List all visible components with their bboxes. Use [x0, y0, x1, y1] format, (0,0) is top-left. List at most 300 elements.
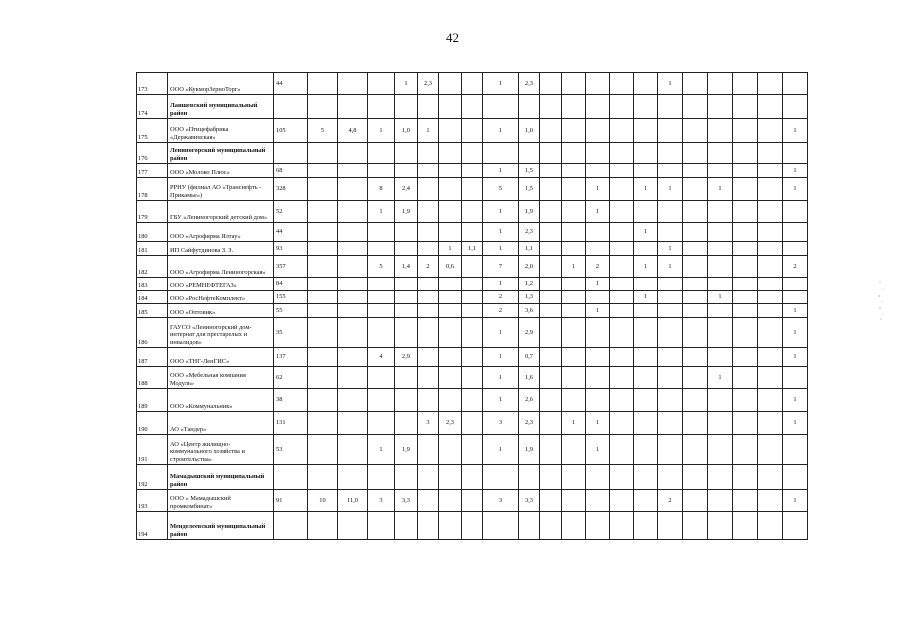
row-number: 191: [137, 435, 168, 465]
table-cell: [562, 201, 586, 223]
table-cell: 1,4: [395, 256, 418, 278]
table-cell: [418, 512, 439, 540]
table-cell: [708, 304, 733, 318]
table-cell: 1: [483, 318, 519, 348]
table-cell: [610, 223, 634, 242]
table-cell: [708, 435, 733, 465]
table-cell: [733, 304, 758, 318]
table-cell: [758, 201, 783, 223]
table-cell: [708, 164, 733, 178]
table-cell: [308, 201, 338, 223]
table-cell: [733, 178, 758, 201]
table-cell: [418, 95, 439, 119]
row-number: 192: [137, 465, 168, 490]
table-cell: [586, 291, 610, 304]
table-cell: [562, 512, 586, 540]
table-cell: [308, 435, 338, 465]
table-row: [137, 512, 808, 540]
table-cell: [439, 119, 462, 143]
table-cell: 1: [586, 412, 610, 435]
table-cell: [483, 95, 519, 119]
table-cell: 1: [483, 201, 519, 223]
table-cell: [658, 435, 683, 465]
table-cell: 1: [783, 318, 808, 348]
table-cell: [683, 95, 708, 119]
table-cell: 2: [483, 304, 519, 318]
table-cell: [462, 318, 483, 348]
table-cell: [658, 143, 683, 164]
table-cell: 1: [483, 367, 519, 389]
table-cell: [758, 435, 783, 465]
table-cell: [483, 512, 519, 540]
table-cell: [462, 304, 483, 318]
table-cell: [540, 95, 562, 119]
table-cell: [462, 512, 483, 540]
employee-count: 44: [274, 223, 308, 242]
employee-count: 137: [274, 348, 308, 367]
table-cell: [708, 348, 733, 367]
table-cell: 1: [368, 119, 395, 143]
organization-name: ГАУСО «Лениногорский дом-интернат для престарелых и инвалидов»: [168, 318, 274, 348]
table-cell: [783, 73, 808, 95]
table-cell: [783, 242, 808, 256]
employee-count: 357: [274, 256, 308, 278]
table-cell: 2,3: [439, 412, 462, 435]
table-cell: [540, 465, 562, 490]
table-cell: [658, 348, 683, 367]
table-cell: [783, 465, 808, 490]
table-row: [137, 73, 808, 95]
table-cell: [418, 201, 439, 223]
table-cell: [519, 95, 540, 119]
table-cell: [733, 278, 758, 291]
table-cell: 8: [368, 178, 395, 201]
table-cell: [708, 512, 733, 540]
table-cell: [610, 291, 634, 304]
table-cell: 1: [562, 412, 586, 435]
table-cell: [658, 512, 683, 540]
organization-name: ГБУ «Лениногорский детский дом»: [168, 201, 274, 223]
table-cell: [683, 223, 708, 242]
table-cell: [683, 119, 708, 143]
table-cell: [308, 304, 338, 318]
table-cell: [758, 178, 783, 201]
table-cell: [783, 143, 808, 164]
table-cell: [658, 223, 683, 242]
table-cell: [439, 223, 462, 242]
table-cell: 1: [658, 242, 683, 256]
table-cell: [395, 164, 418, 178]
table-cell: [562, 435, 586, 465]
table-cell: [733, 143, 758, 164]
table-cell: [439, 95, 462, 119]
table-cell: 1,9: [395, 201, 418, 223]
table-cell: 1,9: [395, 435, 418, 465]
table-cell: 1: [783, 348, 808, 367]
table-cell: [395, 223, 418, 242]
table-cell: [308, 178, 338, 201]
table-cell: [338, 178, 368, 201]
table-cell: 1: [783, 490, 808, 512]
table-cell: [634, 318, 658, 348]
employee-count: 131: [274, 412, 308, 435]
row-number: 181: [137, 242, 168, 256]
table-cell: [758, 143, 783, 164]
table-cell: [683, 490, 708, 512]
table-row: [137, 242, 808, 256]
organization-name: ООО «КукморЗерноТорг»: [168, 73, 274, 95]
table-cell: [610, 412, 634, 435]
table-cell: [708, 73, 733, 95]
table-cell: [439, 278, 462, 291]
table-cell: 1,9: [519, 435, 540, 465]
table-cell: [519, 465, 540, 490]
table-cell: [610, 389, 634, 412]
row-number: 184: [137, 291, 168, 304]
table-cell: [483, 465, 519, 490]
table-cell: [308, 291, 338, 304]
table-cell: 3,3: [519, 490, 540, 512]
table-cell: [562, 318, 586, 348]
table-cell: [418, 348, 439, 367]
table-cell: [439, 164, 462, 178]
table-cell: [308, 412, 338, 435]
district-heading: Лениногорский муниципальный район: [168, 143, 274, 164]
table-cell: [368, 412, 395, 435]
table-cell: [658, 291, 683, 304]
table-cell: [634, 304, 658, 318]
row-number: 194: [137, 512, 168, 540]
table-cell: [418, 178, 439, 201]
table-cell: [562, 223, 586, 242]
table-cell: [758, 412, 783, 435]
table-cell: [610, 278, 634, 291]
table-cell: [586, 512, 610, 540]
table-cell: 1,3: [519, 291, 540, 304]
table-cell: 2,9: [519, 318, 540, 348]
table-cell: [368, 164, 395, 178]
table-cell: [368, 291, 395, 304]
table-cell: [395, 318, 418, 348]
table-cell: [658, 201, 683, 223]
table-cell: [610, 367, 634, 389]
table-cell: [683, 201, 708, 223]
table-cell: [708, 412, 733, 435]
row-number: 189: [137, 389, 168, 412]
table-cell: [634, 490, 658, 512]
table-cell: 1,0: [395, 119, 418, 143]
table-cell: [540, 256, 562, 278]
table-cell: [540, 348, 562, 367]
table-cell: [439, 291, 462, 304]
table-cell: [586, 223, 610, 242]
table-cell: 4: [368, 348, 395, 367]
table-cell: [733, 412, 758, 435]
employee-count: 91: [274, 490, 308, 512]
table-cell: [634, 143, 658, 164]
district-heading: Мамадышский муниципальный район: [168, 465, 274, 490]
table-cell: [308, 318, 338, 348]
table-cell: [308, 242, 338, 256]
row-number: 178: [137, 178, 168, 201]
row-number: 175: [137, 119, 168, 143]
table-cell: [634, 201, 658, 223]
table-cell: 1: [483, 389, 519, 412]
table-cell: [439, 367, 462, 389]
table-cell: 1: [483, 119, 519, 143]
table-cell: [783, 95, 808, 119]
table-cell: [308, 389, 338, 412]
table-cell: 1: [483, 73, 519, 95]
table-cell: [462, 465, 483, 490]
table-cell: [634, 278, 658, 291]
table-cell: [439, 512, 462, 540]
table-cell: [758, 242, 783, 256]
table-cell: 3: [368, 490, 395, 512]
table-cell: [758, 95, 783, 119]
organization-name: ООО «Оптовик»: [168, 304, 274, 318]
table-cell: [462, 95, 483, 119]
table-cell: [540, 242, 562, 256]
table-cell: [462, 143, 483, 164]
district-heading: Менделеевский муниципальный район: [168, 512, 274, 540]
table-cell: 1: [586, 435, 610, 465]
table-row: [137, 278, 808, 291]
table-cell: [439, 143, 462, 164]
table-cell: 1: [483, 348, 519, 367]
table-cell: [758, 304, 783, 318]
table-cell: [783, 278, 808, 291]
table-cell: [708, 256, 733, 278]
table-cell: [418, 367, 439, 389]
table-cell: 1: [658, 178, 683, 201]
table-cell: [733, 348, 758, 367]
table-cell: [610, 256, 634, 278]
table-cell: [758, 119, 783, 143]
organization-name: ООО «Коммунальник»: [168, 389, 274, 412]
table-cell: [683, 242, 708, 256]
table-cell: [634, 73, 658, 95]
table-cell: [439, 304, 462, 318]
employee-count: 105: [274, 119, 308, 143]
table-cell: [540, 412, 562, 435]
table-row: [137, 435, 808, 465]
table-cell: [683, 367, 708, 389]
table-cell: 1: [439, 242, 462, 256]
table-cell: 2,9: [395, 348, 418, 367]
organization-name: ООО «Агрофирма Ялтау»: [168, 223, 274, 242]
table-cell: [758, 318, 783, 348]
employee-count: 93: [274, 242, 308, 256]
table-cell: [733, 164, 758, 178]
table-cell: [395, 143, 418, 164]
table-cell: 2,0: [519, 256, 540, 278]
table-cell: [758, 367, 783, 389]
organization-name: ООО «ТНГ-ЛенГИС»: [168, 348, 274, 367]
table-row: [137, 164, 808, 178]
data-table: [136, 72, 808, 540]
table-cell: 1: [708, 367, 733, 389]
table-cell: [758, 465, 783, 490]
table-cell: [308, 348, 338, 367]
table-cell: [338, 143, 368, 164]
table-cell: [733, 73, 758, 95]
table-cell: [683, 512, 708, 540]
table-row: [137, 178, 808, 201]
table-cell: [562, 119, 586, 143]
employee-count: 44: [274, 73, 308, 95]
table-cell: [338, 95, 368, 119]
row-number: 180: [137, 223, 168, 242]
table-cell: [562, 389, 586, 412]
table-cell: 2: [586, 256, 610, 278]
table-cell: [708, 389, 733, 412]
table-cell: [439, 318, 462, 348]
table-cell: [758, 291, 783, 304]
table-cell: [308, 256, 338, 278]
table-cell: [562, 304, 586, 318]
organization-name: ООО «Агрофирма Лениногорская»: [168, 256, 274, 278]
table-cell: 1: [783, 119, 808, 143]
table-cell: 1: [783, 178, 808, 201]
employee-count: 155: [274, 291, 308, 304]
table-cell: [308, 164, 338, 178]
organization-name: ООО «РЕМНЕФТЕГАЗ»: [168, 278, 274, 291]
table-cell: [418, 435, 439, 465]
table-cell: [658, 465, 683, 490]
table-cell: 0,6: [439, 256, 462, 278]
table-cell: 2,3: [519, 412, 540, 435]
district-heading: Лаишевский муниципальный район: [168, 95, 274, 119]
table-cell: [610, 512, 634, 540]
table-cell: [610, 435, 634, 465]
table-cell: 1: [783, 304, 808, 318]
table-cell: [708, 465, 733, 490]
table-cell: [418, 223, 439, 242]
table-cell: [562, 73, 586, 95]
employee-count: [274, 512, 308, 540]
table-cell: [562, 143, 586, 164]
row-number: 193: [137, 490, 168, 512]
table-cell: [708, 201, 733, 223]
table-cell: [462, 367, 483, 389]
table-cell: [708, 242, 733, 256]
table-row: [137, 412, 808, 435]
table-cell: [634, 348, 658, 367]
table-cell: [368, 73, 395, 95]
organization-name: ООО «Птицефабрика «Державинская»: [168, 119, 274, 143]
table-cell: 1: [634, 178, 658, 201]
table-row: [137, 304, 808, 318]
table-cell: 7: [483, 256, 519, 278]
table-row: [137, 223, 808, 242]
table-cell: [439, 465, 462, 490]
table-cell: [338, 512, 368, 540]
table-cell: [758, 223, 783, 242]
table-cell: 1: [483, 223, 519, 242]
table-cell: [439, 201, 462, 223]
table-cell: [586, 242, 610, 256]
table-row: [137, 201, 808, 223]
table-cell: [708, 143, 733, 164]
table-cell: [462, 73, 483, 95]
table-cell: [519, 512, 540, 540]
table-cell: [658, 164, 683, 178]
table-row: [137, 143, 808, 164]
table-cell: [562, 164, 586, 178]
table-cell: [462, 256, 483, 278]
table-cell: [610, 178, 634, 201]
employee-count: 38: [274, 389, 308, 412]
table-cell: [540, 201, 562, 223]
table-cell: [634, 164, 658, 178]
table-cell: 1: [586, 278, 610, 291]
table-cell: 2: [783, 256, 808, 278]
organization-name: ООО «РосНефтеКомплект»: [168, 291, 274, 304]
table-cell: [439, 435, 462, 465]
table-cell: [368, 242, 395, 256]
table-cell: [368, 143, 395, 164]
table-cell: [338, 223, 368, 242]
table-cell: 1: [483, 278, 519, 291]
table-cell: [338, 465, 368, 490]
table-cell: 5: [483, 178, 519, 201]
row-number: 185: [137, 304, 168, 318]
table-cell: [308, 223, 338, 242]
table-cell: 5: [308, 119, 338, 143]
table-cell: [308, 95, 338, 119]
table-cell: [586, 95, 610, 119]
table-cell: [758, 512, 783, 540]
table-cell: [783, 291, 808, 304]
table-cell: [418, 318, 439, 348]
table-cell: 1: [708, 178, 733, 201]
table-cell: [586, 348, 610, 367]
table-cell: [462, 412, 483, 435]
table-cell: [562, 95, 586, 119]
table-cell: [733, 367, 758, 389]
table-cell: 1,1: [519, 242, 540, 256]
table-cell: [418, 291, 439, 304]
table-row: [137, 490, 808, 512]
table-cell: [540, 223, 562, 242]
row-number: 187: [137, 348, 168, 367]
table-cell: 1: [483, 435, 519, 465]
table-cell: 1: [586, 201, 610, 223]
table-cell: 1: [368, 201, 395, 223]
table-cell: [462, 278, 483, 291]
table-cell: [733, 201, 758, 223]
table-cell: [338, 291, 368, 304]
table-row: [137, 367, 808, 389]
table-cell: [418, 490, 439, 512]
table-cell: [758, 256, 783, 278]
row-number: 190: [137, 412, 168, 435]
table-row: [137, 465, 808, 490]
employee-count: 53: [274, 435, 308, 465]
table-cell: [338, 435, 368, 465]
table-cell: [418, 242, 439, 256]
table-cell: [586, 73, 610, 95]
table-cell: 1: [783, 389, 808, 412]
organization-name: РРНУ (филиал АО «Транснефть - Прикамье»): [168, 178, 274, 201]
table-cell: [395, 412, 418, 435]
table-cell: [683, 73, 708, 95]
table-cell: [733, 242, 758, 256]
table-cell: [783, 435, 808, 465]
table-cell: 1: [783, 164, 808, 178]
table-cell: [540, 291, 562, 304]
